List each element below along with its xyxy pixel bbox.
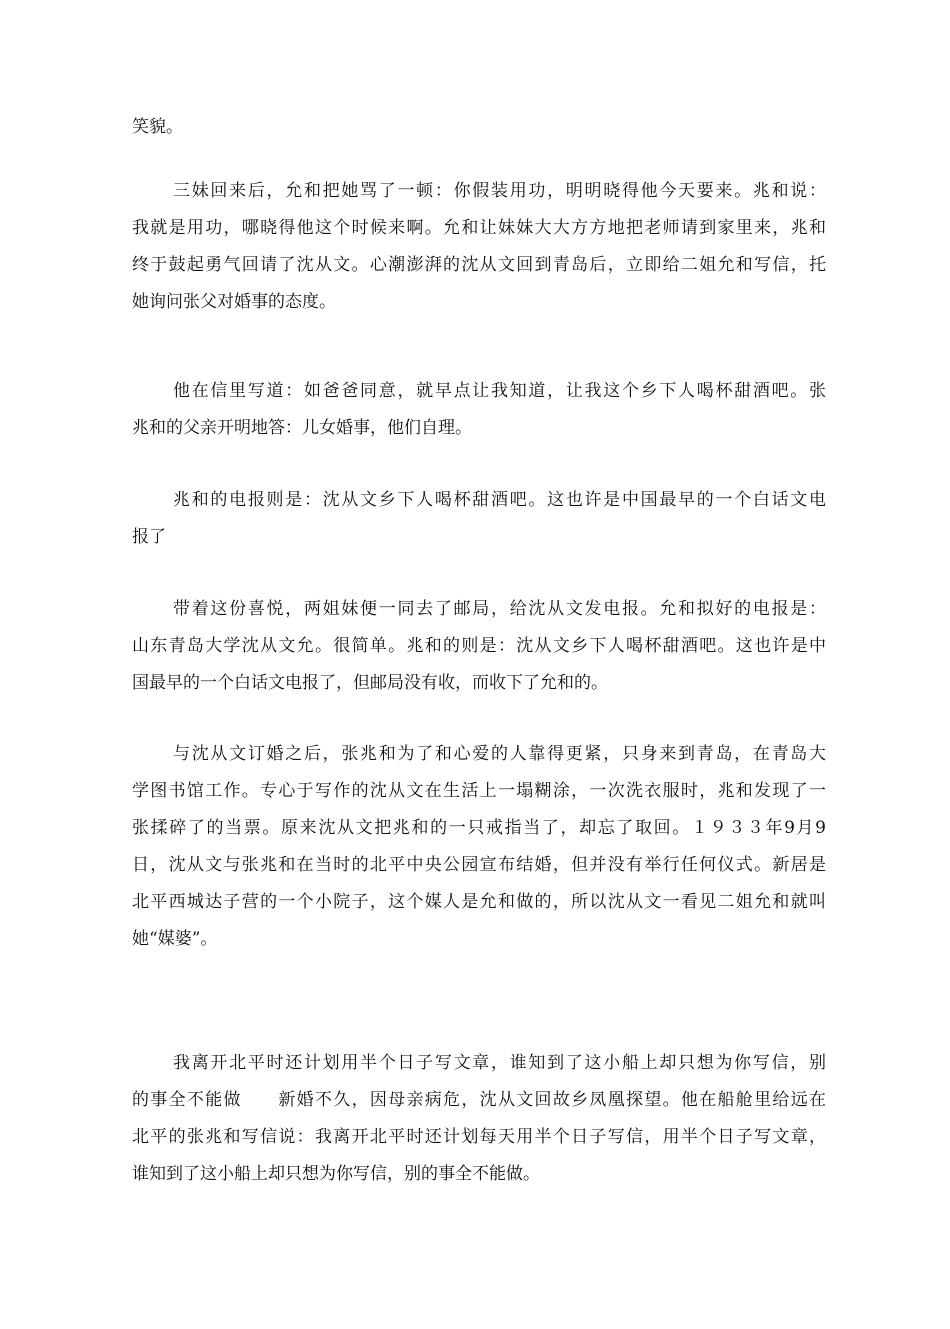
text-line: 三妹回来后，允和把她骂了一顿：你假装用功，明明晓得他今天要来。兆和说： xyxy=(173,181,826,201)
text-line: 与沈从文订婚之后，张兆和为了和心爱的人靠得更紧，只身来到青岛，在青岛大 xyxy=(173,744,826,764)
text-line: 谁知到了这小船上却只想为你写信，别的事全不能做。 xyxy=(132,1164,540,1184)
text-line: 报了 xyxy=(132,527,166,547)
text-line: 国最早的一个白话文电报了，但邮局没有收，而收下了允和的。 xyxy=(132,673,608,693)
text-line: 带着这份喜悦，两姐妹便一同去了邮局，给沈从文发电报。允和拟好的电报是： xyxy=(173,599,826,619)
text-line: 日，沈从文与张兆和在当时的北平中央公园宣布结婚，但并没有举行任何仪式。新居是 xyxy=(132,855,826,875)
paragraph xyxy=(132,593,826,699)
text-line: 的事全不能做 新婚不久，因母亲病危，沈从文回故乡凤凰探望。他在船舱里给远在 xyxy=(132,1090,826,1110)
text-line: 我离开北平时还计划用半个日子写文章，谁知到了这小船上却只想为你写信，别 xyxy=(173,1053,826,1073)
text-line: 山东青岛大学沈从文允。很简单。兆和的则是：沈从文乡下人喝杯甜酒吧。这也许是中 xyxy=(132,636,826,656)
text-line: 笑貌。 xyxy=(132,117,183,137)
paragraph xyxy=(132,111,826,143)
text-line: 她询问张父对婚事的态度。 xyxy=(132,292,336,312)
text-line: 我就是用功，哪晓得他这个时候来啊。允和让妹妹大大方方地把老师请到家里来，兆和 xyxy=(132,218,826,238)
paragraph xyxy=(132,484,826,553)
text-line: 终于鼓起勇气回请了沈从文。心潮澎湃的沈从文回到青岛后，立即给二姐允和写信，托 xyxy=(132,255,826,275)
text-line: 北平西城达子营的一个小院子，这个媒人是允和做的，所以沈从文一看见二姐允和就叫 xyxy=(132,892,826,912)
text-line: 学图书馆工作。专心于写作的沈从文在生活上一塌糊涂，一次洗衣服时，兆和发现了一 xyxy=(132,781,826,801)
paragraph xyxy=(132,375,826,444)
text-line: 张揉碎了的当票。原来沈从文把兆和的一只戒指当了，却忘了取回。１９３３年9月9 xyxy=(132,818,826,838)
text-line: 北平的张兆和写信说：我离开北平时还计划每天用半个日子写信，用半个日子写文章， xyxy=(132,1127,826,1147)
text-line: 兆和的父亲开明地答：儿女婚事，他们自理。 xyxy=(132,418,472,438)
text-line: 他在信里写道：如爸爸同意，就早点让我知道，让我这个乡下人喝杯甜酒吧。张 xyxy=(173,381,826,401)
paragraph xyxy=(132,1047,826,1190)
text-line: 兆和的电报则是：沈从文乡下人喝杯甜酒吧。这也许是中国最早的一个白话文电 xyxy=(173,490,826,510)
text-line: 她“媒婆”。 xyxy=(132,929,218,949)
paragraph xyxy=(132,175,826,318)
paragraph xyxy=(132,738,826,955)
